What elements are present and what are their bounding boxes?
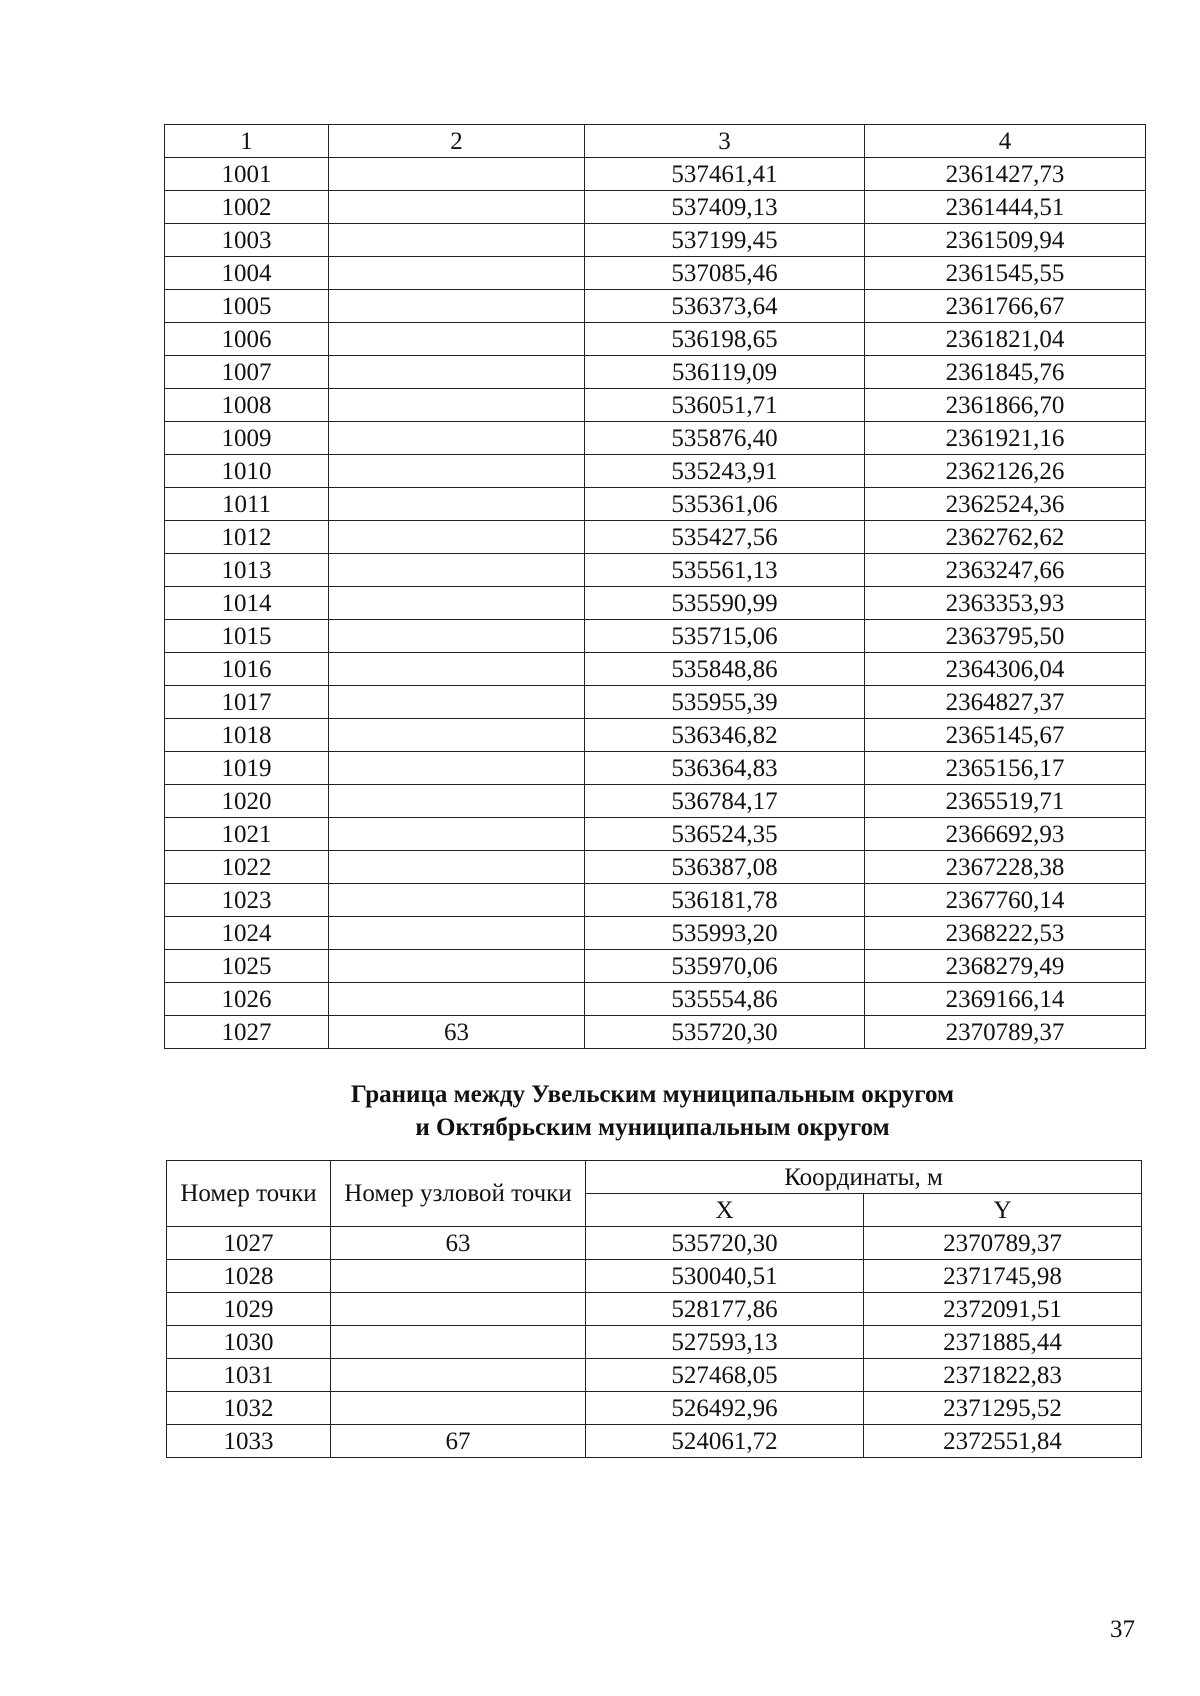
y-coordinate-cell: 2362524,36 [865,488,1146,521]
point-number-cell: 1022 [165,851,329,884]
table-row [165,719,1146,752]
y-coordinate-cell: 2370789,37 [864,1227,1142,1260]
node-number-cell [329,554,585,587]
header-node-number: Номер узловой точки [331,1161,586,1227]
x-coordinate-cell: 536364,83 [585,752,865,785]
header-row-1 [167,1161,1142,1194]
table-row [165,653,1146,686]
y-coordinate-cell: 2363795,50 [865,620,1146,653]
node-number-cell [329,818,585,851]
x-coordinate-cell: 535427,56 [585,521,865,554]
table-row [165,785,1146,818]
point-number-cell: 1009 [165,422,329,455]
x-coordinate-cell: 535993,20 [585,917,865,950]
x-coordinate-cell: 527468,05 [586,1359,864,1392]
table-row [165,752,1146,785]
section-title-line-1: Граница между Увельским муниципальным округом [350,1081,955,1108]
x-coordinate-cell: 536784,17 [585,785,865,818]
y-coordinate-cell: 2362126,26 [865,455,1146,488]
header-x: X [586,1194,864,1227]
y-coordinate-cell: 2362762,62 [865,521,1146,554]
table-row [165,554,1146,587]
table-row [165,191,1146,224]
table-row [165,917,1146,950]
x-coordinate-cell: 537199,45 [585,224,865,257]
x-coordinate-cell: 524061,72 [586,1425,864,1458]
point-number-cell: 1023 [165,884,329,917]
node-number-cell [329,257,585,290]
node-number-cell [329,983,585,1016]
y-coordinate-cell: 2365519,71 [865,785,1146,818]
y-coordinate-cell: 2361821,04 [865,323,1146,356]
table-row [167,1227,1142,1260]
point-number-cell: 1006 [165,323,329,356]
x-coordinate-cell: 536387,08 [585,851,865,884]
column-number-2: 2 [329,125,585,158]
y-coordinate-cell: 2371885,44 [864,1326,1142,1359]
point-number-cell: 1024 [165,917,329,950]
x-coordinate-cell: 527593,13 [586,1326,864,1359]
y-coordinate-cell: 2361766,67 [865,290,1146,323]
x-coordinate-cell: 535720,30 [585,1016,865,1049]
point-number-cell: 1015 [165,620,329,653]
node-number-cell [329,290,585,323]
column-number-row [165,125,1146,158]
node-number-cell [329,356,585,389]
table-row [165,620,1146,653]
node-number-cell [329,389,585,422]
table-row [165,422,1146,455]
x-coordinate-cell: 537461,41 [585,158,865,191]
x-coordinate-cell: 536119,09 [585,356,865,389]
y-coordinate-cell: 2364306,04 [865,653,1146,686]
node-number-cell [329,191,585,224]
point-number-cell: 1002 [165,191,329,224]
column-number-1: 1 [165,125,329,158]
point-number-cell: 1011 [165,488,329,521]
node-number-cell [329,455,585,488]
x-coordinate-cell: 537085,46 [585,257,865,290]
section-title-line-2: и Октябрьским муниципальным округом [415,1114,890,1141]
node-number-cell [329,620,585,653]
node-number-cell [331,1392,586,1425]
y-coordinate-cell: 2366692,93 [865,818,1146,851]
table-row [165,983,1146,1016]
y-coordinate-cell: 2372091,51 [864,1293,1142,1326]
x-coordinate-cell: 536524,35 [585,818,865,851]
node-number-cell [329,587,585,620]
x-coordinate-cell: 536346,82 [585,719,865,752]
table-row [165,389,1146,422]
table-row [167,1392,1142,1425]
x-coordinate-cell: 536373,64 [585,290,865,323]
table-row [165,884,1146,917]
table-row [167,1260,1142,1293]
x-coordinate-cell: 536051,71 [585,389,865,422]
header-y: Y [864,1194,1142,1227]
boundary-table-body [167,1227,1142,1458]
y-coordinate-cell: 2371745,98 [864,1260,1142,1293]
point-number-cell: 1025 [165,950,329,983]
table-row [165,818,1146,851]
table-row [165,356,1146,389]
y-coordinate-cell: 2370789,37 [865,1016,1146,1049]
node-number-cell [329,323,585,356]
x-coordinate-cell: 535554,86 [585,983,865,1016]
x-coordinate-cell: 535848,86 [585,653,865,686]
column-number-3: 3 [585,125,865,158]
node-number-cell: 63 [329,1016,585,1049]
y-coordinate-cell: 2365145,67 [865,719,1146,752]
table-row [165,1016,1146,1049]
table-row [165,587,1146,620]
point-number-cell: 1033 [167,1425,331,1458]
node-number-cell [329,950,585,983]
x-coordinate-cell: 537409,13 [585,191,865,224]
point-number-cell: 1014 [165,587,329,620]
y-coordinate-cell: 2361427,73 [865,158,1146,191]
y-coordinate-cell: 2361545,55 [865,257,1146,290]
node-number-cell [331,1326,586,1359]
table-row [165,257,1146,290]
node-number-cell [329,917,585,950]
table-row [167,1359,1142,1392]
node-number-cell: 63 [331,1227,586,1260]
section-title [164,1078,1141,1144]
node-number-cell [329,158,585,191]
y-coordinate-cell: 2368222,53 [865,917,1146,950]
x-coordinate-cell: 526492,96 [586,1392,864,1425]
point-number-cell: 1019 [165,752,329,785]
point-number-cell: 1003 [165,224,329,257]
node-number-cell [331,1260,586,1293]
y-coordinate-cell: 2368279,49 [865,950,1146,983]
table-row [165,455,1146,488]
node-number-cell [329,521,585,554]
table-row [165,950,1146,983]
point-number-cell: 1028 [167,1260,331,1293]
coordinates-table-continued [164,124,1146,1049]
table-row [165,851,1146,884]
point-number-cell: 1026 [165,983,329,1016]
point-number-cell: 1008 [165,389,329,422]
page-number: 37 [1110,1616,1135,1643]
point-number-cell: 1013 [165,554,329,587]
y-coordinate-cell: 2367228,38 [865,851,1146,884]
y-coordinate-cell: 2361845,76 [865,356,1146,389]
y-coordinate-cell: 2361444,51 [865,191,1146,224]
y-coordinate-cell: 2363353,93 [865,587,1146,620]
point-number-cell: 1027 [165,1016,329,1049]
coordinates-table-body [165,158,1146,1049]
x-coordinate-cell: 535720,30 [586,1227,864,1260]
node-number-cell [329,719,585,752]
x-coordinate-cell: 535361,06 [585,488,865,521]
x-coordinate-cell: 535970,06 [585,950,865,983]
table-row [165,686,1146,719]
point-number-cell: 1021 [165,818,329,851]
node-number-cell [329,488,585,521]
y-coordinate-cell: 2371295,52 [864,1392,1142,1425]
point-number-cell: 1018 [165,719,329,752]
table-row [165,323,1146,356]
y-coordinate-cell: 2371822,83 [864,1359,1142,1392]
node-number-cell [329,422,585,455]
x-coordinate-cell: 536198,65 [585,323,865,356]
node-number-cell [329,785,585,818]
node-number-cell: 67 [331,1425,586,1458]
column-number-4: 4 [865,125,1146,158]
y-coordinate-cell: 2364827,37 [865,686,1146,719]
point-number-cell: 1001 [165,158,329,191]
point-number-cell: 1005 [165,290,329,323]
node-number-cell [331,1359,586,1392]
table-row [165,488,1146,521]
table-row [167,1425,1142,1458]
point-number-cell: 1020 [165,785,329,818]
point-number-cell: 1004 [165,257,329,290]
y-coordinate-cell: 2361866,70 [865,389,1146,422]
table-row [165,158,1146,191]
point-number-cell: 1010 [165,455,329,488]
node-number-cell [329,752,585,785]
y-coordinate-cell: 2365156,17 [865,752,1146,785]
x-coordinate-cell: 535561,13 [585,554,865,587]
node-number-cell [329,686,585,719]
point-number-cell: 1007 [165,356,329,389]
point-number-cell: 1032 [167,1392,331,1425]
x-coordinate-cell: 528177,86 [586,1293,864,1326]
table-row [167,1293,1142,1326]
y-coordinate-cell: 2369166,14 [865,983,1146,1016]
header-point-number: Номер точки [167,1161,331,1227]
node-number-cell [329,224,585,257]
node-number-cell [329,653,585,686]
y-coordinate-cell: 2367760,14 [865,884,1146,917]
x-coordinate-cell: 535243,91 [585,455,865,488]
point-number-cell: 1016 [165,653,329,686]
x-coordinate-cell: 535876,40 [585,422,865,455]
point-number-cell: 1027 [167,1227,331,1260]
point-number-cell: 1030 [167,1326,331,1359]
table-row [167,1326,1142,1359]
x-coordinate-cell: 530040,51 [586,1260,864,1293]
header-coordinates: Координаты, м [586,1161,1142,1194]
node-number-cell [329,884,585,917]
boundary-coordinates-table [166,1160,1142,1458]
table-row [165,521,1146,554]
y-coordinate-cell: 2363247,66 [865,554,1146,587]
point-number-cell: 1012 [165,521,329,554]
point-number-cell: 1017 [165,686,329,719]
table-row [165,224,1146,257]
y-coordinate-cell: 2372551,84 [864,1425,1142,1458]
point-number-cell: 1031 [167,1359,331,1392]
x-coordinate-cell: 536181,78 [585,884,865,917]
node-number-cell [331,1293,586,1326]
y-coordinate-cell: 2361921,16 [865,422,1146,455]
table-row [165,290,1146,323]
x-coordinate-cell: 535715,06 [585,620,865,653]
point-number-cell: 1029 [167,1293,331,1326]
x-coordinate-cell: 535590,99 [585,587,865,620]
y-coordinate-cell: 2361509,94 [865,224,1146,257]
node-number-cell [329,851,585,884]
x-coordinate-cell: 535955,39 [585,686,865,719]
